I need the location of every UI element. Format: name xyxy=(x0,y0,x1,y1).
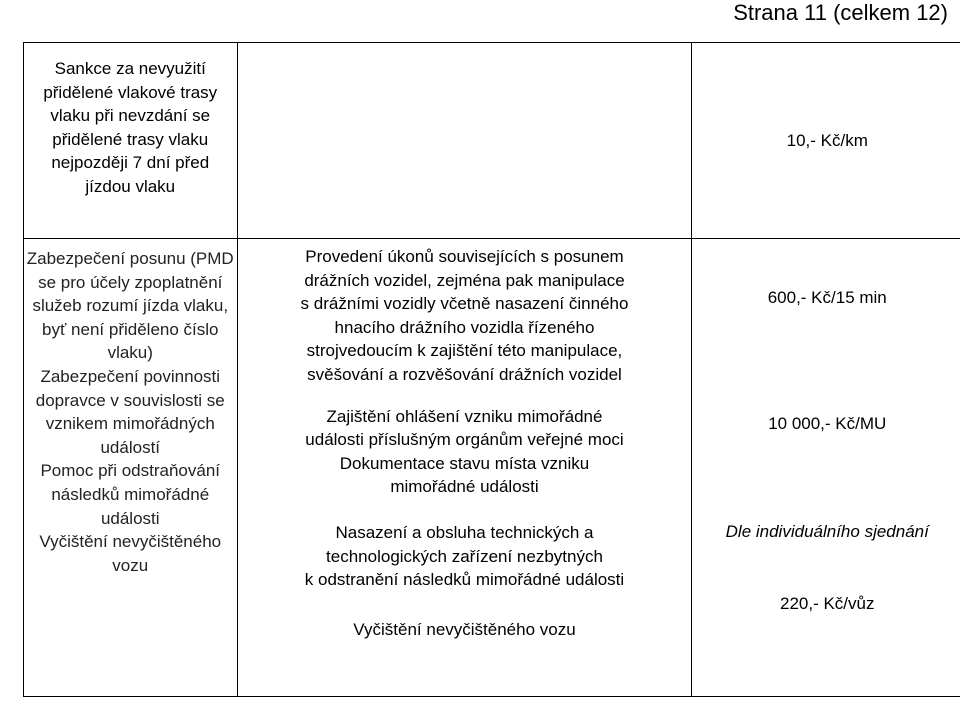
table-row xyxy=(24,239,960,697)
service-description: Nasazení a obsluha technických a technologických zařízení nezbytných k odstranění následků mimořádné události xyxy=(304,522,625,590)
table-row xyxy=(24,43,960,239)
service-description-cell xyxy=(237,43,692,239)
service-description: Vyčištění nevyčištěného vozu xyxy=(353,619,576,639)
fee-table xyxy=(23,42,960,697)
price-cell xyxy=(692,239,960,697)
service-name-cell xyxy=(24,239,238,697)
service-name: Zabezpečení povinnosti dopravce v souvislosti se vznikem mimořádných událostí xyxy=(35,366,225,457)
service-description: Provedení úkonů souvisejících s posunem drážních vozidel, zejména pak manipulace s drážními vozidly včetně nasazení činného hnacího drážního vozidla řízeného strojvedoucím k zajištění této manipulace, svěšování a rozvěšování drážních vozidel xyxy=(300,247,629,384)
page-number: Strana 11 (celkem 12) xyxy=(733,0,948,25)
service-description-cell xyxy=(237,239,692,697)
service-name: Pomoc při odstraňování následků mimořádné události xyxy=(40,461,221,528)
service-name-cell: Sankce za nevyužití přidělené vlakové trasy vlaku při nevzdání se přidělené trasy vlaku nejpozději 7 dní před jízdou vlaku xyxy=(24,43,238,239)
price-value: 10 000,- Kč/MU xyxy=(768,413,887,433)
price-value: 220,- Kč/vůz xyxy=(779,593,875,613)
price-value: 600,- Kč/15 min xyxy=(767,288,887,307)
price-value: Dle individuálního sjednání xyxy=(725,522,929,542)
service-name: Vyčištění nevyčištěného vozu xyxy=(39,532,222,575)
service-name: Zabezpečení posunu (PMD se pro účely zpoplatnění služeb rozumí jízda vlaku, byť není přiděleno číslo vlaku) xyxy=(26,249,234,363)
service-description: Zajištění ohlášení vzniku mimořádné události příslušným orgánům veřejné moci Dokumentace stavu místa vzniku mimořádné události xyxy=(305,406,624,497)
price-cell: 10,- Kč/km xyxy=(692,43,960,239)
